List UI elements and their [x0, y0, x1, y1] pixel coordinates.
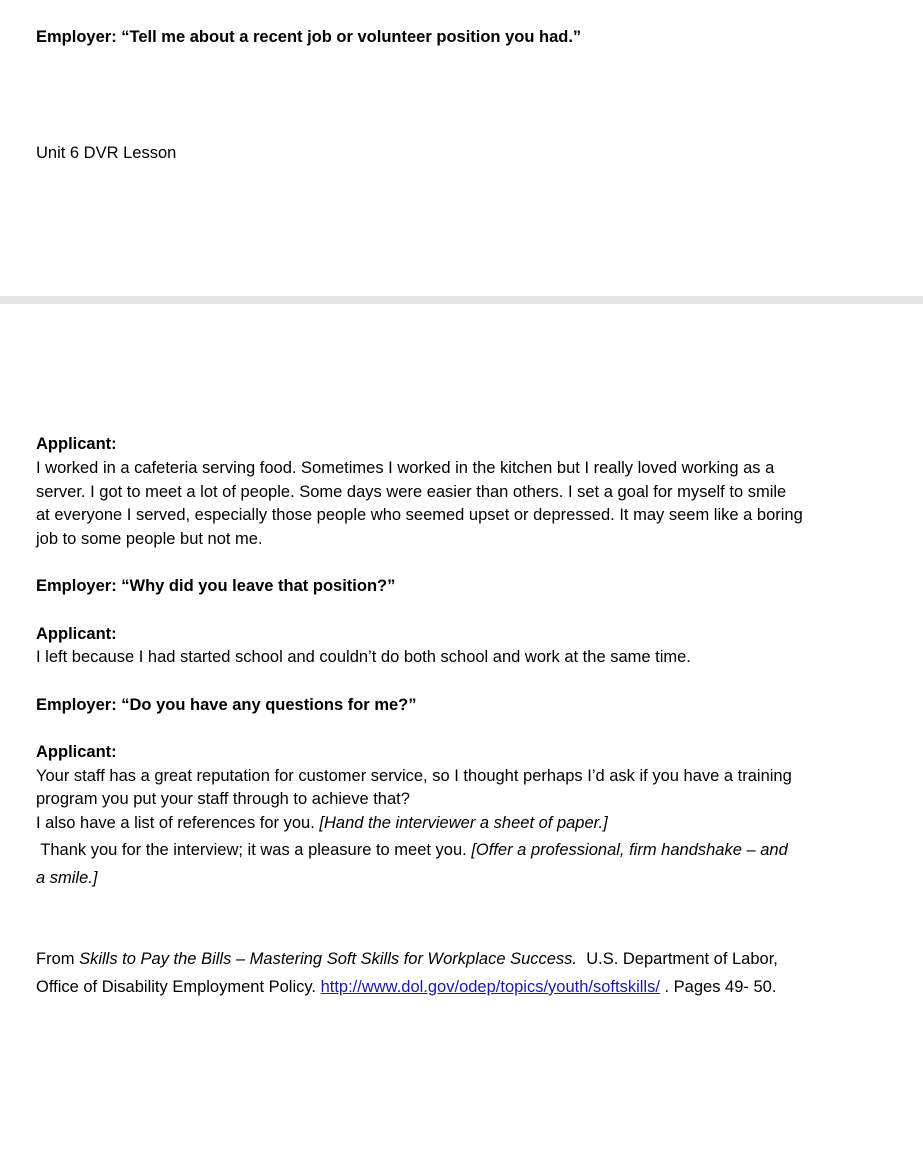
answer-3-line-3-text: I also have a list of references for you.	[36, 814, 320, 832]
page-footer: Unit 6 DVR Lesson	[36, 144, 177, 162]
employer-question-2: Employer: “Why did you leave that position?”	[36, 577, 396, 595]
citation-line-2	[36, 975, 776, 999]
answer-3-line-1: Your staff has a great reputation for customer service, so I thought perhaps I’d ask if you have a training	[36, 767, 792, 785]
citation-title: Skills to Pay the Bills – Mastering Soft Skills for Workplace Success.	[79, 950, 578, 968]
answer-3-line-5-stage-direction: a smile.]	[36, 869, 98, 887]
employer-question-1: Employer: “Tell me about a recent job or volunteer position you had.”	[36, 28, 582, 46]
answer-3-line-5	[36, 866, 97, 890]
answer-3-line-4-stage-direction: [Offer a professional, firm handshake – and	[471, 841, 788, 859]
applicant-label-1: Applicant:	[36, 435, 117, 453]
answer-1-line-1: I worked in a cafeteria serving food. Sometimes I worked in the kitchen but I really loved working as a	[36, 459, 775, 477]
citation-url-link[interactable]: http://www.dol.gov/odep/topics/youth/softskills/	[320, 978, 660, 996]
citation-line-1	[36, 947, 778, 971]
answer-3-line-4-text: Thank you for the interview; it was a pleasure to meet you.	[36, 841, 472, 859]
citation-suffix: . Pages 49- 50.	[659, 978, 777, 996]
answer-3-line-3-stage-direction: [Hand the interviewer a sheet of paper.]	[319, 814, 608, 832]
citation-prefix: From	[36, 950, 80, 968]
citation-line2-prefix: Office of Disability Employment Policy.	[36, 978, 321, 996]
answer-3-line-4	[36, 838, 788, 862]
answer-3-line-3	[36, 811, 608, 835]
answer-2: I left because I had started school and couldn’t do both school and work at the same time.	[36, 648, 691, 666]
answer-1-line-4: job to some people but not me.	[36, 530, 263, 548]
citation-publisher: U.S. Department of Labor,	[577, 950, 778, 968]
answer-3-line-2: program you put your staff through to achieve that?	[36, 790, 410, 808]
employer-question-3: Employer: “Do you have any questions for me?”	[36, 696, 417, 714]
applicant-label-3: Applicant:	[36, 743, 117, 761]
answer-1-line-3: at everyone I served, especially those people who seemed upset or depressed. It may seem like a boring	[36, 506, 803, 524]
answer-1-line-2: server. I got to meet a lot of people. Some days were easier than others. I set a goal for myself to smile	[36, 483, 787, 501]
applicant-label-2: Applicant:	[36, 625, 117, 643]
page-divider	[0, 296, 923, 304]
